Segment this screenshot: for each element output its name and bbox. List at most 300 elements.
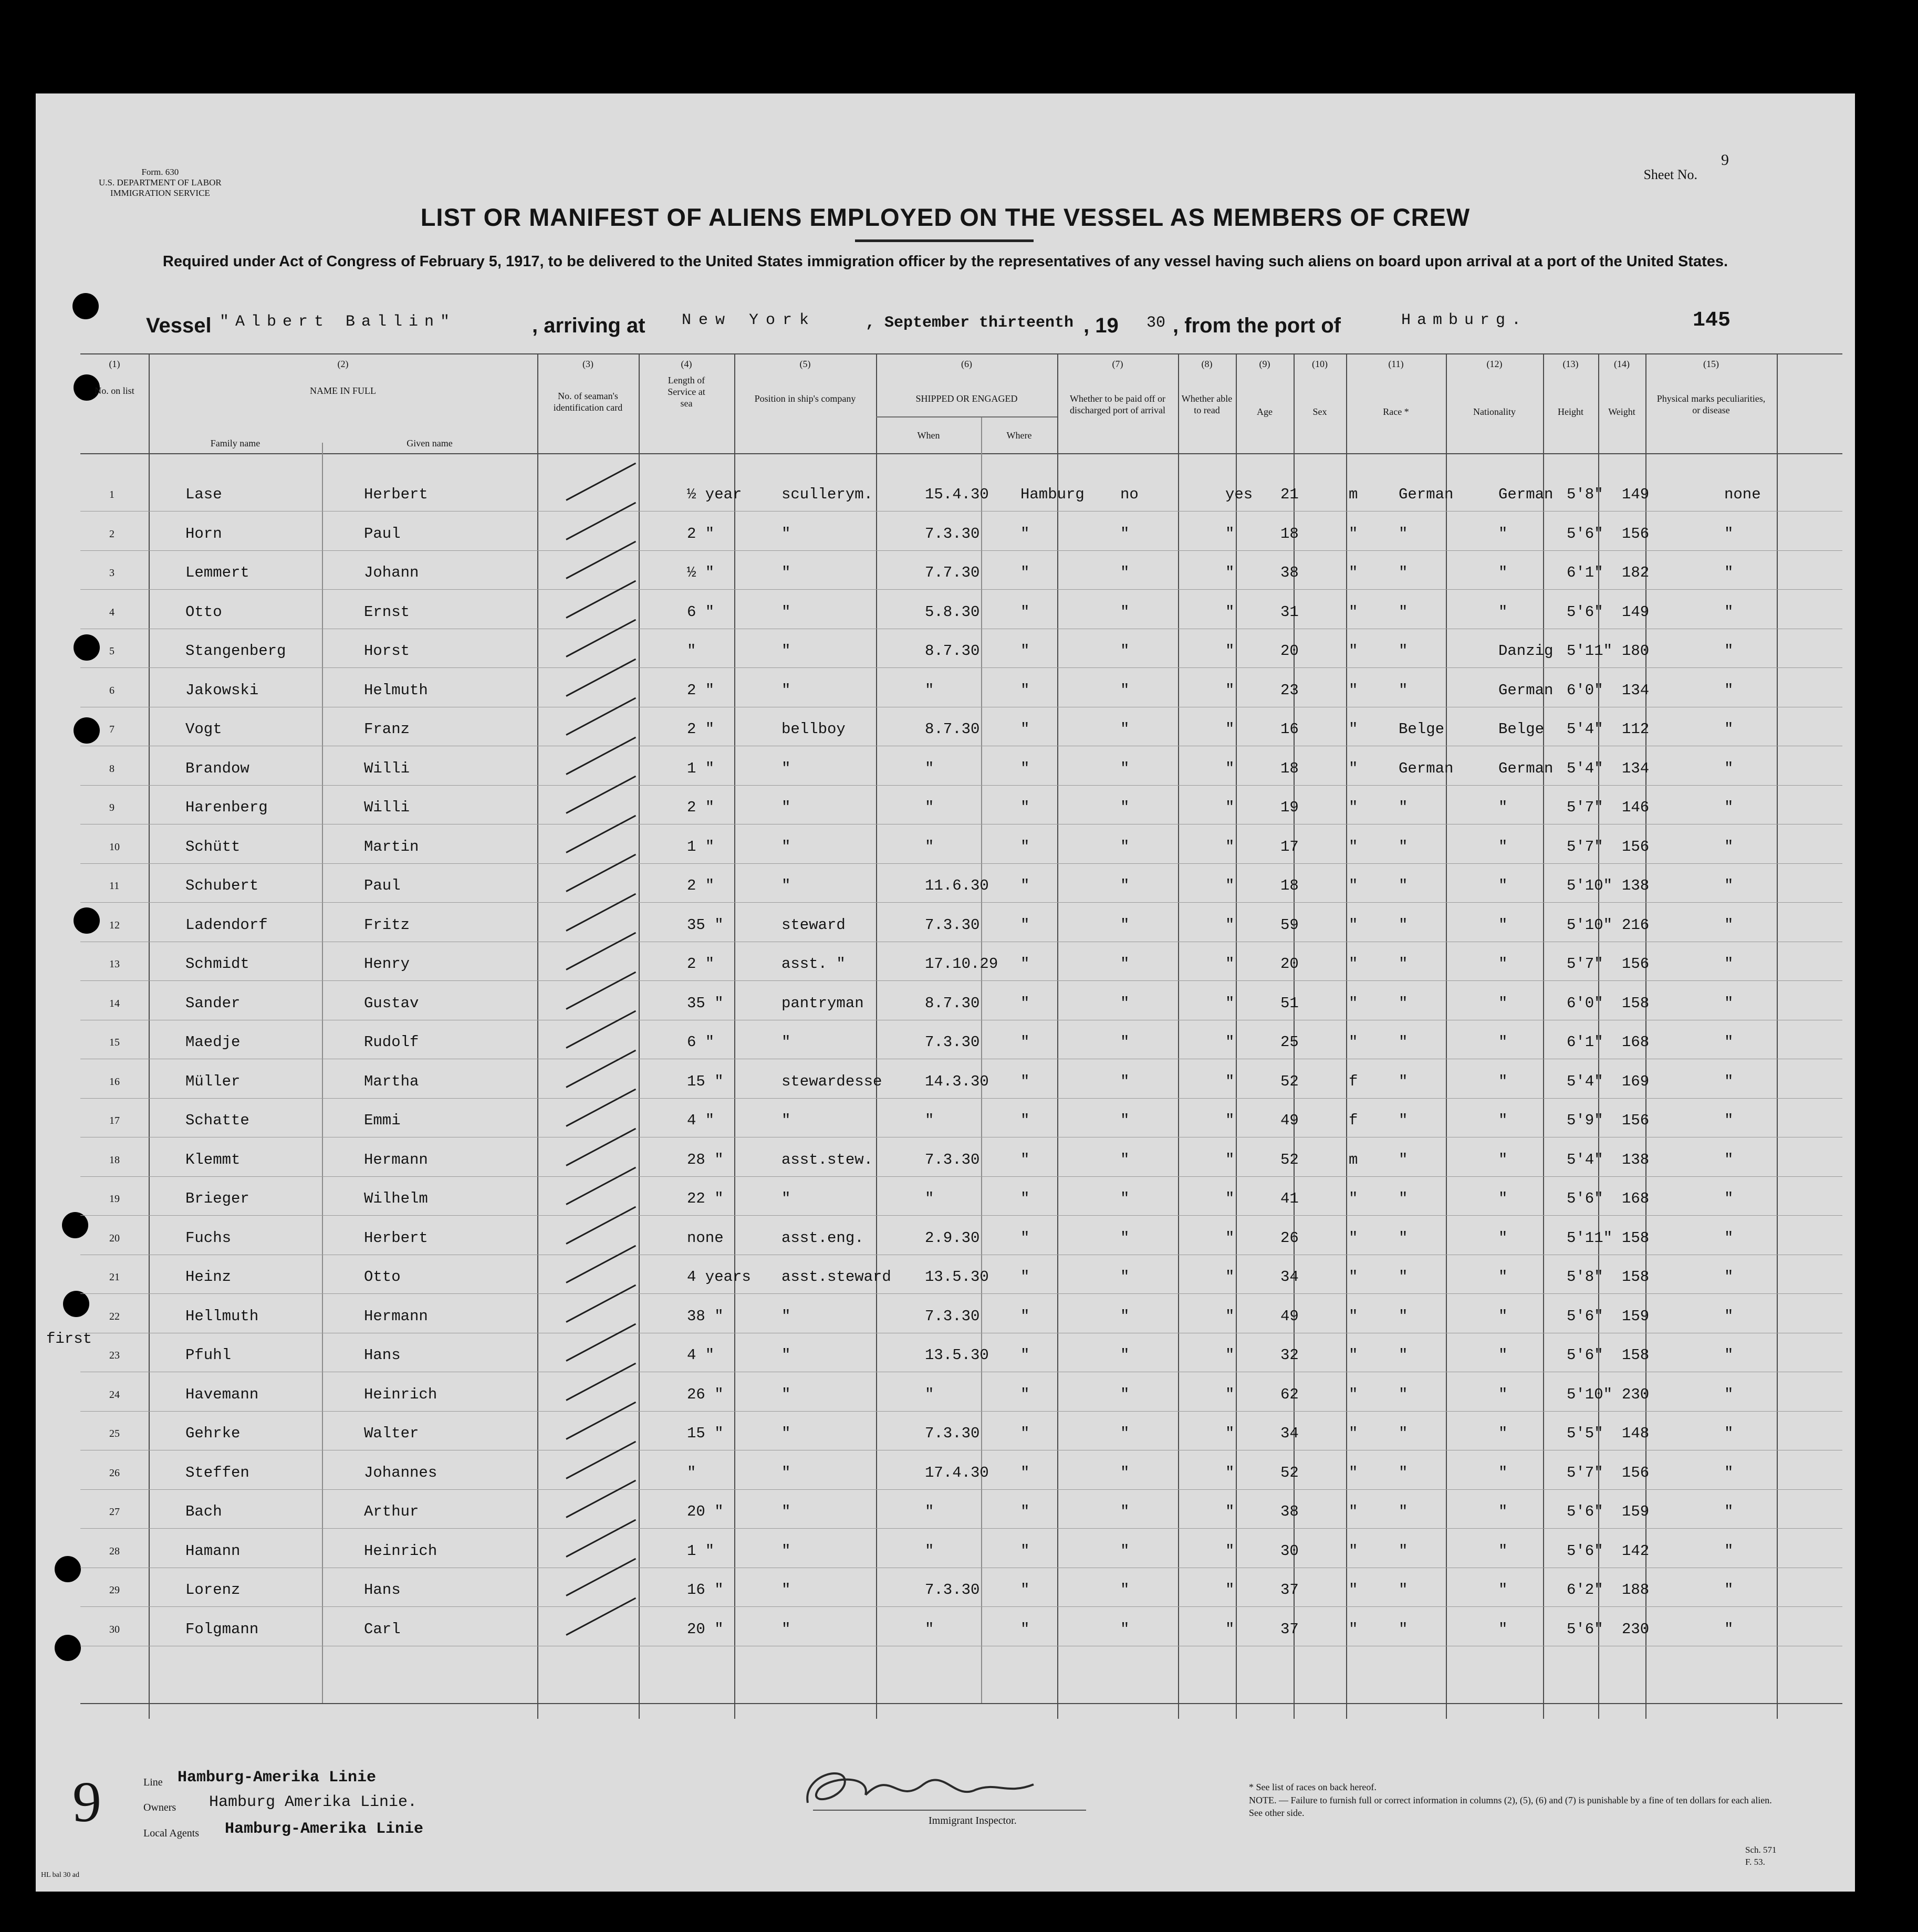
cell-nat: " (1498, 1385, 1508, 1403)
cell-height: 5'10" (1567, 877, 1613, 894)
cell-given: Franz (364, 720, 410, 738)
cell-read: " (1225, 877, 1235, 894)
column-subheader-given: Given name (406, 438, 453, 448)
cell-height: 5'10" (1567, 916, 1613, 934)
cell-marks: none (1724, 486, 1761, 503)
cell-service: 35 " (687, 994, 724, 1012)
row-rule (80, 1606, 1842, 1607)
shipped-subheader-rule (876, 416, 1057, 417)
cell-family: Harenberg (185, 799, 268, 816)
cell-nat: " (1498, 838, 1508, 855)
cell-sex: " (1349, 1346, 1358, 1364)
column-header-physical-marks: Physical marks peculiarities, or disease (1656, 393, 1766, 415)
cell-nat: " (1498, 1268, 1508, 1286)
cell-nat: " (1498, 1307, 1508, 1325)
cell-no: 27 (109, 1506, 120, 1518)
cell-height: 5'7" (1567, 799, 1603, 816)
table-row (80, 631, 1842, 669)
cell-service: 20 " (687, 1620, 724, 1638)
form-number: Form. 630 (141, 167, 179, 177)
cell-weight: 156 (1622, 838, 1650, 855)
cell-sex: f (1349, 1072, 1358, 1090)
cell-paid: " (1120, 720, 1130, 738)
cell-race: " (1399, 1307, 1408, 1325)
column-header-paid-off: Whether to be paid off or discharged port of arrival (1069, 393, 1166, 415)
cell-nat: " (1498, 603, 1508, 621)
cell-race: " (1399, 838, 1408, 855)
cell-race: " (1399, 1268, 1408, 1286)
cell-age: 23 (1280, 681, 1299, 699)
cell-no: 11 (109, 880, 120, 892)
cell-given: Martin (364, 838, 419, 855)
cell-family: Müller (185, 1072, 241, 1090)
cell-age: 52 (1280, 1151, 1299, 1168)
cell-sex: " (1349, 759, 1358, 777)
cell-paid: " (1120, 799, 1130, 816)
cell-when: " (925, 1503, 934, 1520)
row-rule (80, 902, 1842, 903)
cell-sex: " (1349, 916, 1358, 934)
cell-family: Hellmuth (185, 1307, 259, 1325)
cell-marks: " (1724, 525, 1734, 542)
cell-position: " (781, 564, 791, 581)
cell-weight: 148 (1622, 1425, 1650, 1442)
cell-read: " (1225, 1229, 1235, 1247)
cell-nat: " (1498, 1542, 1508, 1560)
cell-service: 1 " (687, 838, 715, 855)
cell-family: Schütt (185, 838, 241, 855)
cell-nat: " (1498, 1112, 1508, 1129)
cell-given: Hermann (364, 1307, 428, 1325)
cell-service: 22 " (687, 1190, 724, 1207)
cell-no: 18 (109, 1154, 120, 1166)
cell-where: " (1020, 1581, 1030, 1599)
vessel-label: Vessel (146, 314, 212, 337)
cell-when: " (925, 1190, 934, 1207)
cell-where: " (1020, 1464, 1030, 1481)
column-header-id-card: No. of seaman's identification card (553, 391, 623, 413)
row-rule (80, 1293, 1842, 1294)
cell-age: 30 (1280, 1542, 1299, 1560)
cell-height: 5'7" (1567, 955, 1603, 973)
cell-read: " (1225, 1620, 1235, 1638)
cell-family: Schubert (185, 877, 259, 894)
cell-when: " (925, 759, 934, 777)
column-header-position: Position in ship's company (754, 393, 856, 404)
page-title: LIST OR MANIFEST OF ALIENS EMPLOYED ON THE VESSEL AS MEMBERS OF CREW (420, 203, 1471, 231)
cell-family: Gehrke (185, 1425, 241, 1442)
arrival-date: , September thirteenth (866, 314, 1074, 332)
cell-read: " (1225, 1190, 1235, 1207)
cell-no: 25 (109, 1428, 120, 1439)
table-row (80, 827, 1842, 865)
cell-age: 41 (1280, 1190, 1299, 1207)
cell-no: 14 (109, 997, 120, 1009)
cell-height: 5'7" (1567, 838, 1603, 855)
cell-no: 17 (109, 1115, 120, 1126)
cell-family: Ladendorf (185, 916, 268, 934)
cell-weight: 156 (1622, 1112, 1650, 1129)
cell-marks: " (1724, 1464, 1734, 1481)
cell-when: 8.7.30 (925, 720, 980, 738)
cell-marks: " (1724, 642, 1734, 660)
cell-no: 13 (109, 958, 120, 970)
cell-nat: " (1498, 994, 1508, 1012)
cell-race: " (1399, 1151, 1408, 1168)
column-number: (8) (1201, 359, 1213, 369)
cell-weight: 182 (1622, 564, 1650, 581)
cell-race: " (1399, 1229, 1408, 1247)
cell-marks: " (1724, 681, 1734, 699)
cell-given: Henry (364, 955, 410, 973)
cell-race: " (1399, 799, 1408, 816)
form-f53: F. 53. (1745, 1857, 1765, 1867)
cell-service: 38 " (687, 1307, 724, 1325)
cell-family: Maedje (185, 1033, 241, 1051)
cell-where: " (1020, 955, 1030, 973)
cell-position: " (781, 759, 791, 777)
cell-when: 8.7.30 (925, 642, 980, 660)
cell-age: 34 (1280, 1268, 1299, 1286)
cell-race: " (1399, 1072, 1408, 1090)
cell-age: 52 (1280, 1072, 1299, 1090)
cell-marks: " (1724, 1151, 1734, 1168)
cell-where: " (1020, 1268, 1030, 1286)
cell-position: steward (781, 916, 846, 934)
cell-paid: " (1120, 1268, 1130, 1286)
cell-nat: " (1498, 1464, 1508, 1481)
cell-weight: 169 (1622, 1072, 1650, 1090)
cell-family: Brieger (185, 1190, 249, 1207)
cell-when: " (925, 1542, 934, 1560)
cell-age: 52 (1280, 1464, 1299, 1481)
cell-position: " (781, 1190, 791, 1207)
cell-read: " (1225, 1346, 1235, 1364)
column-header-service: Length of Service at sea (668, 375, 705, 409)
cell-age: 51 (1280, 994, 1299, 1012)
cell-read: " (1225, 1151, 1235, 1168)
cell-paid: " (1120, 1072, 1130, 1090)
cell-sex: " (1349, 1620, 1358, 1638)
cell-height: 5'4" (1567, 720, 1603, 738)
cell-read: " (1225, 1072, 1235, 1090)
cell-read: " (1225, 1581, 1235, 1599)
cell-given: Horst (364, 642, 410, 660)
cell-weight: 188 (1622, 1581, 1650, 1599)
cell-marks: " (1724, 1385, 1734, 1403)
cell-weight: 180 (1622, 642, 1650, 660)
cell-marks: " (1724, 1190, 1734, 1207)
cell-position: asst. " (781, 955, 846, 973)
cell-nat: " (1498, 1033, 1508, 1051)
cell-nat: " (1498, 1072, 1508, 1090)
cell-marks: " (1724, 1620, 1734, 1638)
sheet-number-label: Sheet No. (1643, 167, 1697, 182)
cell-when: 7.7.30 (925, 564, 980, 581)
cell-weight: 146 (1622, 799, 1650, 816)
cell-nat: " (1498, 1346, 1508, 1364)
cell-when: 7.3.30 (925, 1425, 980, 1442)
cell-age: 38 (1280, 564, 1299, 581)
cell-race: " (1399, 1542, 1408, 1560)
cell-race: " (1399, 1503, 1408, 1520)
cell-age: 37 (1280, 1581, 1299, 1599)
cell-race: " (1399, 681, 1408, 699)
cell-race: " (1399, 1425, 1408, 1442)
cell-position: " (781, 1385, 791, 1403)
cell-read: " (1225, 994, 1235, 1012)
crew-manifest-table (80, 353, 1842, 1719)
cell-marks: " (1724, 564, 1734, 581)
cell-weight: 149 (1622, 603, 1650, 621)
cell-when: " (925, 799, 934, 816)
row-rule (80, 1098, 1842, 1099)
row-rule (80, 980, 1842, 981)
cell-paid: " (1120, 1112, 1130, 1129)
from-port-label: , from the port of (1173, 314, 1341, 337)
cell-nat: " (1498, 1425, 1508, 1442)
cell-marks: " (1724, 1542, 1734, 1560)
cell-where: " (1020, 759, 1030, 777)
cell-sex: " (1349, 720, 1358, 738)
cell-marks: " (1724, 1503, 1734, 1520)
cell-age: 49 (1280, 1307, 1299, 1325)
cell-paid: " (1120, 1385, 1130, 1403)
cell-given: Otto (364, 1268, 401, 1286)
cell-no: 22 (109, 1310, 120, 1322)
cell-height: 5'9" (1567, 1112, 1603, 1129)
cell-race: " (1399, 877, 1408, 894)
cell-height: 6'2" (1567, 1581, 1603, 1599)
cell-where: " (1020, 1425, 1030, 1442)
page-subtitle: Required under Act of Congress of February 5, 1917, to be delivered to the United States immigration officer by the representatives of any vessel having such aliens on board upon arrival at a port of the United States. (162, 253, 1728, 270)
cell-sex: " (1349, 1190, 1358, 1207)
schedule-number: Sch. 571 (1745, 1845, 1777, 1855)
cell-when: 7.3.30 (925, 525, 980, 542)
cell-where: " (1020, 1033, 1030, 1051)
cell-sex: " (1349, 955, 1358, 973)
cell-weight: 168 (1622, 1033, 1650, 1051)
row-rule (80, 550, 1842, 551)
column-header-height: Height (1558, 406, 1583, 417)
cell-read: " (1225, 838, 1235, 855)
cell-position: " (781, 1542, 791, 1560)
cell-given: Hans (364, 1346, 401, 1364)
cell-weight: 138 (1622, 877, 1650, 894)
table-row (80, 1413, 1842, 1451)
cell-age: 18 (1280, 525, 1299, 542)
cell-nat: " (1498, 799, 1508, 816)
table-bottom-rule (80, 1703, 1842, 1704)
cell-race: " (1399, 1112, 1408, 1129)
cell-given: Hans (364, 1581, 401, 1599)
cell-family: Fuchs (185, 1229, 232, 1247)
cell-given: Willi (364, 759, 410, 777)
cell-age: 20 (1280, 955, 1299, 973)
cell-height: 5'6" (1567, 603, 1603, 621)
cell-race: " (1399, 1346, 1408, 1364)
cell-given: Herbert (364, 1229, 428, 1247)
cell-service: 2 " (687, 720, 715, 738)
cell-given: Paul (364, 525, 401, 542)
cell-age: 62 (1280, 1385, 1299, 1403)
table-row (80, 592, 1842, 630)
cell-age: 17 (1280, 838, 1299, 855)
cell-marks: " (1724, 955, 1734, 973)
cell-nat: " (1498, 1151, 1508, 1168)
column-header-weight: Weight (1608, 406, 1635, 417)
table-row (80, 1100, 1842, 1139)
cell-service: 2 " (687, 681, 715, 699)
cell-service: 6 " (687, 603, 715, 621)
cell-where: " (1020, 681, 1030, 699)
cell-race: " (1399, 564, 1408, 581)
cell-race: German (1399, 486, 1454, 503)
cell-given: Fritz (364, 916, 410, 934)
cell-marks: " (1724, 916, 1734, 934)
cell-no: 16 (109, 1075, 120, 1088)
cell-family: Pfuhl (185, 1346, 232, 1364)
cell-given: Ernst (364, 603, 410, 621)
cell-when: 13.5.30 (925, 1268, 989, 1286)
cell-sex: " (1349, 877, 1358, 894)
cell-service: 4 " (687, 1112, 715, 1129)
cell-when: 7.3.30 (925, 916, 980, 934)
cell-paid: " (1120, 955, 1130, 973)
cell-family: Steffen (185, 1464, 249, 1481)
cell-height: 6'1" (1567, 564, 1603, 581)
cell-service: " (687, 642, 696, 660)
cell-read: yes (1225, 486, 1253, 503)
column-header-no: No. on list (95, 385, 134, 396)
table-row (80, 1061, 1842, 1100)
cell-height: 5'6" (1567, 525, 1603, 542)
cell-no: 7 (109, 724, 114, 735)
cell-weight: 158 (1622, 1229, 1650, 1247)
cell-age: 31 (1280, 603, 1299, 621)
cell-paid: " (1120, 1307, 1130, 1325)
column-number: (5) (799, 359, 811, 369)
cell-marks: " (1724, 603, 1734, 621)
table-row (80, 865, 1842, 904)
cell-marks: " (1724, 759, 1734, 777)
table-row (80, 1453, 1842, 1491)
cell-position: " (781, 525, 791, 542)
cell-nat: German (1498, 486, 1554, 503)
cell-when: 13.5.30 (925, 1346, 989, 1364)
cell-where: " (1020, 1542, 1030, 1560)
cell-family: Jakowski (185, 681, 259, 699)
cell-given: Arthur (364, 1503, 419, 1520)
cell-no: 24 (109, 1388, 120, 1401)
cell-race: " (1399, 1581, 1408, 1599)
cell-paid: " (1120, 1033, 1130, 1051)
page-number: 145 (1693, 309, 1731, 332)
cell-no: 2 (109, 528, 114, 540)
cell-age: 20 (1280, 642, 1299, 660)
cell-paid: " (1120, 564, 1130, 581)
cell-nat: " (1498, 1503, 1508, 1520)
cell-given: Helmuth (364, 681, 428, 699)
cell-no: 5 (109, 645, 114, 657)
printer-mark: HL bal 30 ad (41, 1871, 79, 1879)
cell-when: " (925, 1112, 934, 1129)
cell-age: 21 (1280, 486, 1299, 503)
cell-sex: " (1349, 1229, 1358, 1247)
cell-read: " (1225, 525, 1235, 542)
cell-paid: " (1120, 877, 1130, 894)
cell-read: " (1225, 1542, 1235, 1560)
table-row (80, 787, 1842, 826)
cell-position: bellboy (781, 720, 846, 738)
cell-weight: 149 (1622, 486, 1650, 503)
cell-race: " (1399, 525, 1408, 542)
table-row (80, 474, 1842, 513)
column-number: (2) (337, 359, 349, 369)
cell-weight: 156 (1622, 525, 1650, 542)
cell-service: 28 " (687, 1151, 724, 1168)
cell-marks: " (1724, 799, 1734, 816)
cell-paid: no (1120, 486, 1139, 503)
cell-when: " (925, 1620, 934, 1638)
year-suffix: 30 (1146, 314, 1166, 332)
column-number: (10) (1312, 359, 1328, 369)
table-header-rule (80, 453, 1842, 454)
cell-where: " (1020, 1072, 1030, 1090)
cell-height: 5'4" (1567, 1072, 1603, 1090)
cell-height: 6'0" (1567, 681, 1603, 699)
cell-service: 16 " (687, 1581, 724, 1599)
cell-paid: " (1120, 1346, 1130, 1364)
cell-sex: " (1349, 642, 1358, 660)
cell-nat: " (1498, 1581, 1508, 1599)
cell-sex: " (1349, 994, 1358, 1012)
cell-paid: " (1120, 1464, 1130, 1481)
margin-note-first: first (46, 1330, 92, 1348)
cell-paid: " (1120, 1425, 1130, 1442)
cell-no: 8 (109, 763, 114, 775)
cell-service: 4 " (687, 1346, 715, 1364)
cell-sex: " (1349, 564, 1358, 581)
table-row (80, 1218, 1842, 1256)
cell-where: " (1020, 603, 1030, 621)
cell-position: asst.stew. (781, 1151, 873, 1168)
table-top-rule (80, 353, 1842, 354)
table-row (80, 1531, 1842, 1569)
cell-sex: " (1349, 1464, 1358, 1481)
cell-position: scullerym. (781, 486, 873, 503)
table-row (80, 709, 1842, 747)
cell-where: " (1020, 916, 1030, 934)
table-row (80, 1140, 1842, 1178)
cell-given: Johann (364, 564, 419, 581)
cell-where: " (1020, 525, 1030, 542)
column-header-race: Race * (1383, 406, 1409, 417)
column-subheader-family: Family name (210, 438, 260, 448)
cell-age: 18 (1280, 877, 1299, 894)
cell-nat: Belge (1498, 720, 1545, 738)
cell-nat: " (1498, 1190, 1508, 1207)
cell-when: 7.3.30 (925, 1307, 980, 1325)
cell-weight: 158 (1622, 1346, 1650, 1364)
cell-height: 5'6" (1567, 1542, 1603, 1560)
cell-when: 7.3.30 (925, 1581, 980, 1599)
cell-height: 5'6" (1567, 1346, 1603, 1364)
cell-family: Lorenz (185, 1581, 241, 1599)
cell-position: " (781, 603, 791, 621)
cell-given: Martha (364, 1072, 419, 1090)
cell-no: 15 (109, 1037, 120, 1048)
